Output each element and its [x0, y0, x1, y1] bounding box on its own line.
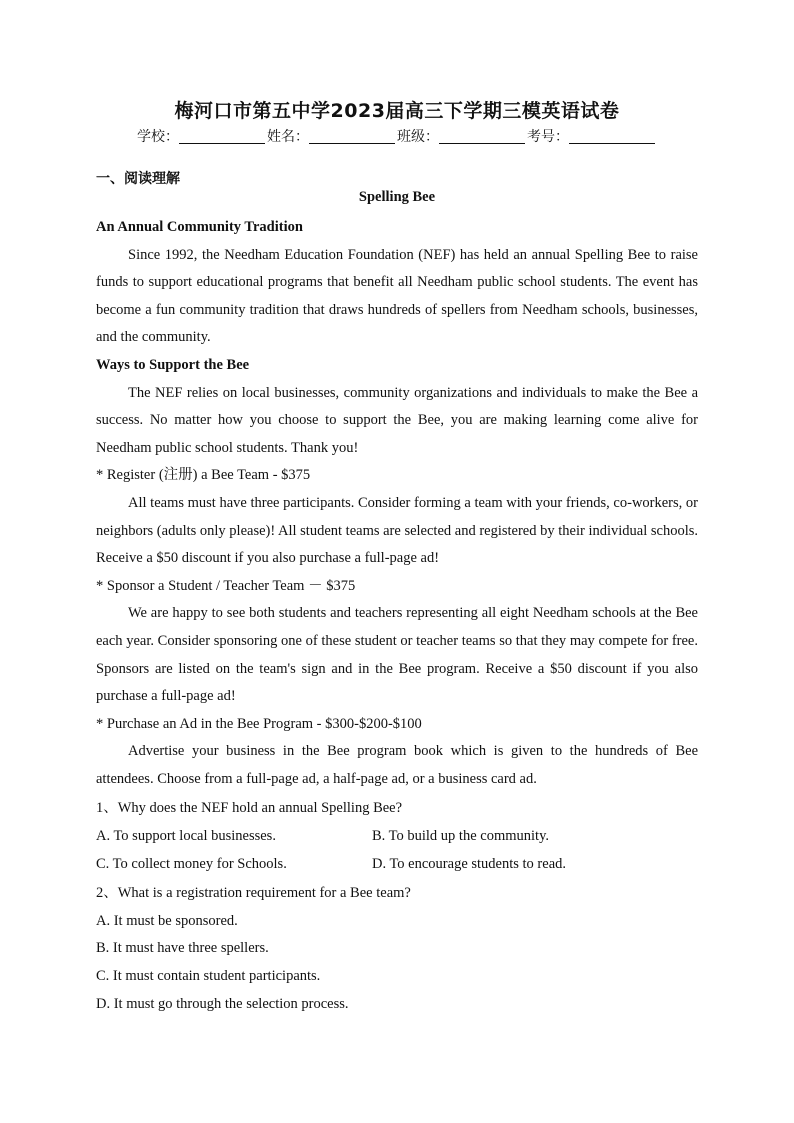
- school-blank[interactable]: [179, 129, 265, 144]
- school-field: [137, 126, 267, 146]
- support-option: * Purchase an Ad in the Bee Program - $300-$200-$100: [96, 715, 422, 732]
- class-label: 班级：: [397, 129, 439, 145]
- answer-option[interactable]: A. It must be sponsored.: [96, 912, 238, 929]
- support-option: * Sponsor a Student / Teacher Team － $375: [96, 577, 356, 594]
- passage-heading: Ways to Support the Bee: [96, 356, 250, 373]
- name-label: 姓名：: [267, 129, 309, 145]
- name-field: [267, 126, 397, 146]
- passage-paragraph: Advertise your business in the Bee program book which is given to the hundreds of Bee attendees. Choose from a full-page ad, a half-page ad, or a business card ad.: [96, 743, 698, 787]
- support-option: * Register (注册) a Bee Team - $375: [96, 467, 311, 484]
- passage-paragraph: All teams must have three participants. Consider forming a team with your friends, co-workers, or neighbors (adults only please)! All student teams are selected and registered by their individual schools. Receive a $50 discount if you also purchase a full-page ad!: [96, 494, 698, 567]
- passage-body: [96, 214, 698, 1018]
- passage-heading: An Annual Community Tradition: [96, 219, 303, 235]
- passage-paragraph: We are happy to see both students and teachers representing all eight Needham schools at the Bee each year. Consider sponsoring one of these student or teacher teams so that they may compete for free. Sponsors are listed on the team's sign and in the Bee program. Receive a $50 discount if you also purchase a full-page ad!: [96, 605, 698, 705]
- question-stem: 2、What is a registration requirement for a Bee team?: [96, 885, 411, 902]
- exam-number-blank[interactable]: [569, 129, 655, 144]
- exam-number-label: 考号：: [527, 129, 569, 145]
- class-field: [397, 126, 527, 146]
- passage-paragraph: The NEF relies on local businesses, community organizations and individuals to make the Bee a success. No matter how you choose to support the Bee, you are making learning come alive for Needham public school students. Thank you!: [96, 384, 698, 456]
- question-stem: 1、Why does the NEF hold an annual Spelling Bee?: [96, 800, 403, 817]
- answer-option[interactable]: A. To support local businesses.: [96, 828, 276, 845]
- name-blank[interactable]: [309, 129, 395, 144]
- answer-options-row: [96, 851, 698, 879]
- answer-option[interactable]: B. It must have three spellers.: [96, 940, 269, 957]
- passage-title: Spelling Bee: [358, 189, 436, 205]
- answer-option[interactable]: D. To encourage students to read.: [372, 855, 567, 872]
- exam-title: 梅河口市第五中学2023届高三下学期三模英语试卷: [174, 100, 620, 122]
- passage-paragraph: Since 1992, the Needham Education Foundation (NEF) has held an annual Spelling Bee to raise funds to support educational programs that benefit all Needham public school students. The event has become a fun community tradition that draws hundreds of spellers from Needham schools, businesses, and the community.: [96, 246, 698, 346]
- answer-option[interactable]: D. It must go through the selection process.: [96, 995, 349, 1012]
- class-blank[interactable]: [439, 129, 525, 144]
- answer-option[interactable]: C. To collect money for Schools.: [96, 855, 287, 872]
- answer-option[interactable]: C. It must contain student participants.: [96, 968, 321, 985]
- answer-option[interactable]: B. To build up the community.: [372, 828, 550, 845]
- answer-options-row: [96, 823, 698, 851]
- student-info-line: [0, 126, 794, 146]
- section-title: 一、阅读理解: [96, 171, 180, 187]
- school-label: 学校：: [137, 129, 179, 145]
- exam-number-field: [527, 126, 657, 146]
